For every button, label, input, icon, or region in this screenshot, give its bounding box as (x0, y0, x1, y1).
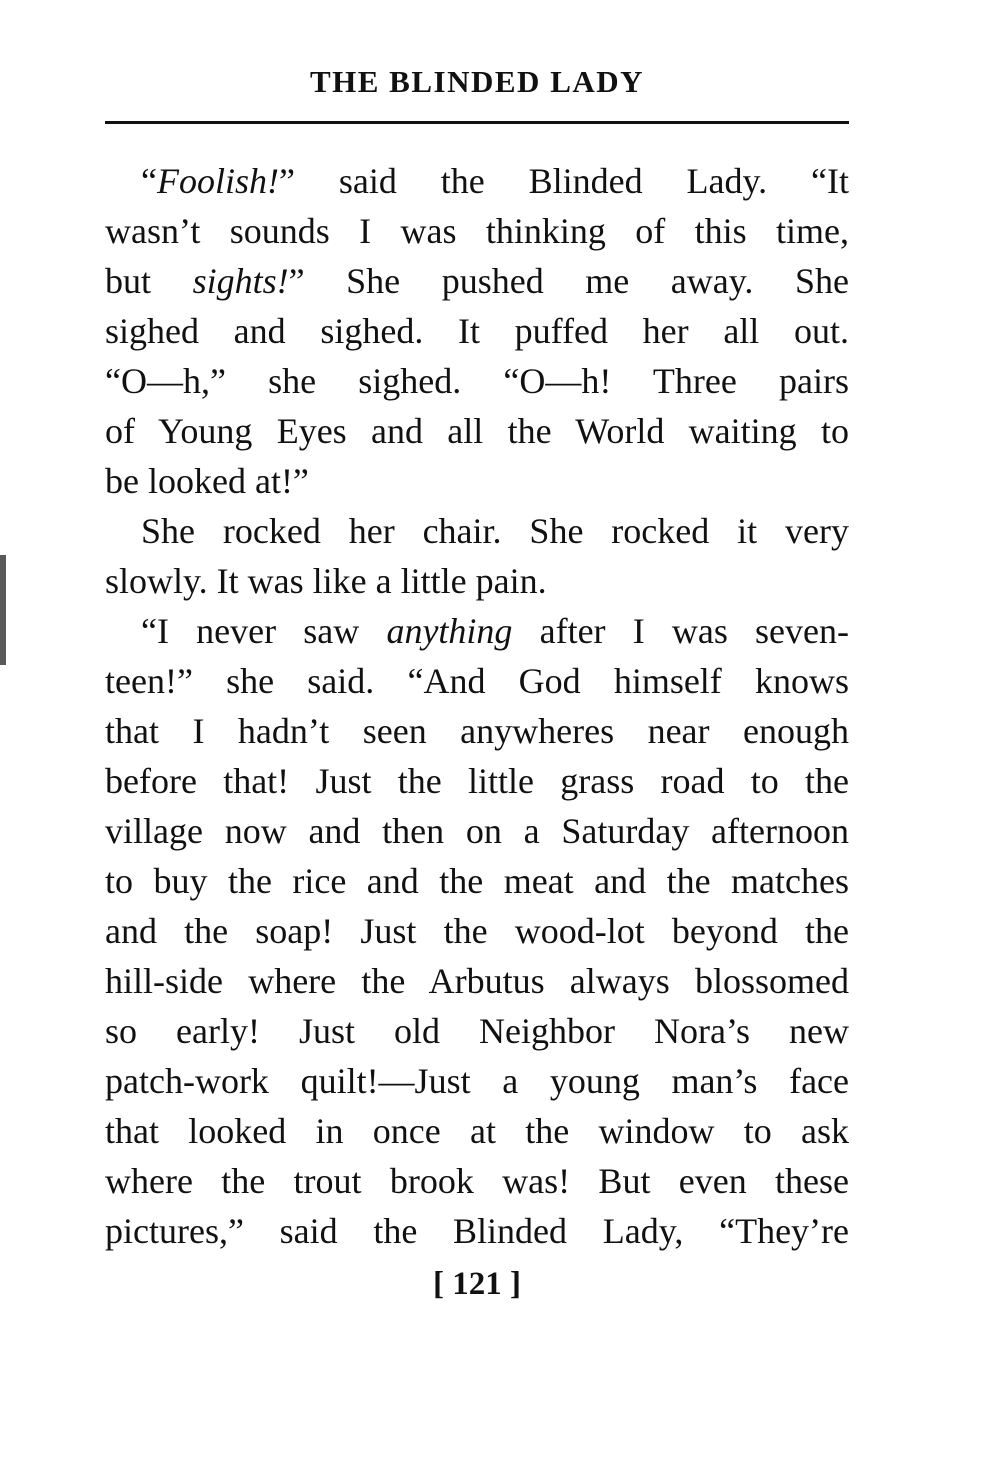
text-line: hill-side where the Arbutus always blossomed (105, 961, 849, 1001)
header-rule (105, 121, 849, 124)
text-line: where the trout brook was! But even these (105, 1161, 849, 1201)
text-line: that I hadn’t seen anywheres near enough (105, 711, 849, 751)
text-line: wasn’t sounds I was thinking of this time, (105, 211, 849, 251)
text-line: teen!” she said. “And God himself knows (105, 661, 849, 701)
text-line: but sights!” She pushed me away. She (105, 261, 849, 301)
text-line: “I never saw anything after I was seven- (141, 611, 849, 651)
text-line: “Foolish!” said the Blinded Lady. “It (141, 161, 849, 201)
text-line: that looked in once at the window to ask (105, 1111, 849, 1151)
running-head: THE BLINDED LADY (309, 64, 645, 99)
text-line: She rocked her chair. She rocked it very (141, 511, 849, 551)
text-line: sighed and sighed. It puffed her all out. (105, 311, 849, 351)
text-line: “O—h,” she sighed. “O—h! Three pairs (105, 361, 849, 401)
text-line: patch-work quilt!—Just a young man’s face (105, 1061, 849, 1101)
body-text (105, 156, 849, 1256)
text-line: village now and then on a Saturday afternoon (105, 811, 849, 851)
text-line: of Young Eyes and all the World waiting to (105, 411, 849, 451)
text-line: so early! Just old Neighbor Nora’s new (105, 1011, 849, 1051)
page-number: [ 121 ] (433, 1266, 521, 1302)
text-line: be looked at!” (105, 461, 309, 501)
text-line: pictures,” said the Blinded Lady, “They’re (105, 1211, 849, 1251)
text-line: and the soap! Just the wood-lot beyond the (105, 911, 849, 951)
text-line: before that! Just the little grass road to the (105, 761, 849, 801)
margin-scan-mark (0, 555, 6, 665)
text-line: to buy the rice and the meat and the matches (105, 861, 849, 901)
text-line: slowly. It was like a little pain. (105, 561, 547, 601)
